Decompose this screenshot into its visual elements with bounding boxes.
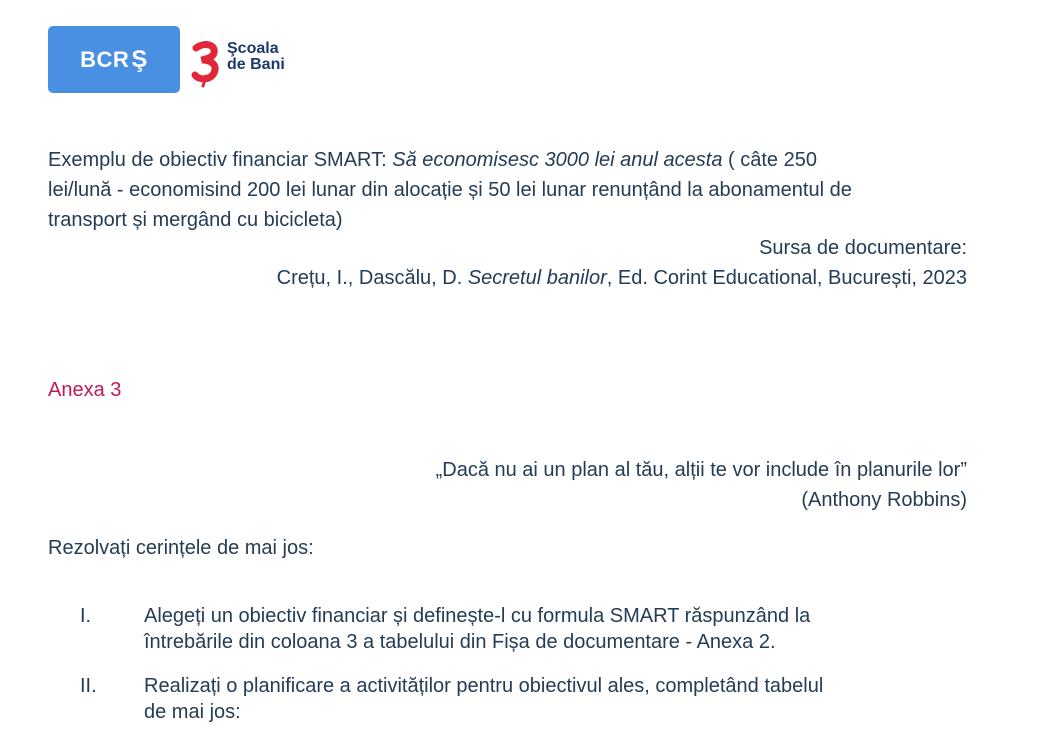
task-text [144,603,944,655]
bcr-logo-text: BCR [80,46,130,72]
example-line-2: lei/lună - economisind 200 lei lunar din alocație și 50 lei lunar renunțând la abonamentul de [48,179,852,201]
scoala-wordmark-line1: Şcoala [227,40,279,57]
source-reference [277,263,967,293]
source-label: Sursa de documentare: [759,237,967,259]
scoala-de-bani-emblem-icon [190,40,224,88]
task-text-line: Realizați o planificare a activităților pentru obiectivul ales, completând tabelul [144,675,824,697]
example-line-3: transport și mergând cu bicicleta) [48,209,343,231]
task-text [144,673,944,725]
task-text-line: Alegeți un obiectiv financiar și definește-l cu formula SMART răspunzând la [144,605,811,627]
scoala-wordmark-line2: de Bani [227,56,285,73]
scoala-de-bani-wordmark [227,41,285,73]
source-citation [277,233,967,293]
example-line-1 [48,145,978,175]
instructions-heading: Rezolvați cerințele de mai jos: [48,537,314,559]
example-goal: Să economisesc 3000 lei anul acesta [392,149,723,171]
bcr-logo [48,26,180,93]
source-publisher: , Ed. Corint Educational, București, 2023 [606,267,967,289]
task-number: II. [80,675,97,697]
example-prefix: Exemplu de obiectiv financiar SMART: [48,149,393,171]
quote-text: „Dacă nu ai un plan al tău, alții te vor include în planurile lor” [435,459,967,481]
quote-block [436,455,967,515]
quote-author: (Anthony Robbins) [801,489,967,511]
task-text-line: de mai jos: [144,701,241,723]
source-authors: Crețu, I., Dascălu, D. [276,267,468,289]
task-number: I. [80,605,92,627]
bcr-logo-mark: Ş [131,45,148,73]
scoala-de-bani-logo [190,40,285,88]
section-title: Anexa 3 [48,379,122,401]
source-book-title: Secretul banilor [467,267,607,289]
example-rest: ( câte 250 [722,149,817,171]
smart-example-paragraph [48,145,978,235]
task-text-line: întrebările din coloana 3 a tabelului din Fișa de documentare - Anexa 2. [144,631,776,653]
